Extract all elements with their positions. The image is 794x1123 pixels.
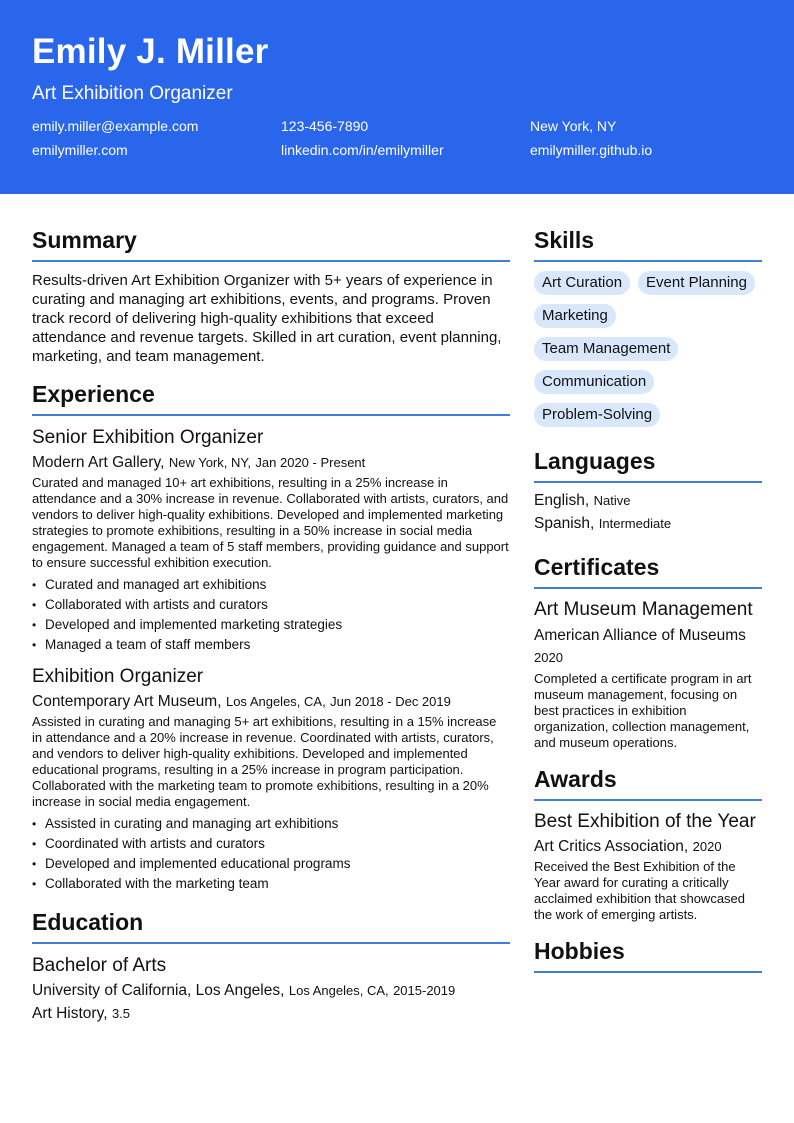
job-location: Los Angeles, CA, [225, 694, 326, 709]
gpa: 3.5 [111, 1006, 131, 1021]
linkedin-link[interactable]: linkedin.com/in/emilymiller [281, 142, 444, 158]
resume-body [0, 194, 794, 1024]
list-item: • Managed a team of staff members [32, 635, 510, 655]
skills-heading: Skills [534, 226, 762, 262]
contact-info [32, 118, 762, 158]
email-link[interactable]: emily.miller@example.com [32, 118, 199, 134]
summary-text: Results-driven Art Exhibition Organizer with 5+ years of experience in curating and managing art exhibitions, events, and programs. Proven track record of delivering high-quality exhibitions that exceed attendance and revenue targets. Skilled in art curation, event planning, marketing, and team management. [32, 272, 502, 365]
field-of-study: Art History, [32, 1005, 108, 1022]
summary-heading: Summary [32, 226, 510, 262]
phone-number: 123-456-7890 [281, 118, 369, 134]
education-meta [32, 981, 510, 1001]
language-level: Intermediate [598, 516, 672, 531]
skill-chip: Problem-Solving [534, 403, 660, 427]
languages-list [534, 489, 762, 535]
job-title: Senior Exhibition Organizer [32, 427, 264, 448]
job-entry [32, 665, 510, 894]
language-item [534, 489, 762, 512]
location: New York, NY [530, 118, 617, 134]
job-highlights [32, 814, 510, 894]
education-field [32, 1004, 510, 1024]
awards-heading: Awards [534, 765, 762, 801]
certificate-org: American Alliance of Museums [534, 627, 746, 644]
list-item: • Coordinated with artists and curators [32, 834, 510, 854]
education-heading: Education [32, 908, 510, 944]
skill-chip: Communication [534, 370, 654, 394]
job-highlights [32, 575, 510, 655]
job-organization: Contemporary Art Museum, [32, 693, 222, 710]
list-item: • Collaborated with artists and curators [32, 595, 510, 615]
award-org: Art Critics Association, [534, 838, 689, 855]
job-dates: Jun 2018 - Dec 2019 [330, 694, 451, 709]
certificate-date: 2020 [534, 650, 563, 665]
language-level: Native [593, 493, 631, 508]
hobbies-heading: Hobbies [534, 937, 762, 973]
resume-header [0, 0, 794, 194]
list-item: • Developed and implemented marketing strategies [32, 615, 510, 635]
job-description: Curated and managed 10+ art exhibitions, resulting in a 25% increase in attendance and a 30% increase in revenue. Collaborated with artists, curators, and vendors to deliver high-quality exhibitions. Developed and implemented marketing strategies to promote exhibitions, resulting in a 50% increase in social media engagement. Managed a team of 5 staff members, providing guidance and support to ensure successful exhibition execution. [32, 475, 509, 570]
candidate-name: Emily J. Miller [32, 32, 269, 71]
school-location: Los Angeles, CA, [288, 983, 389, 998]
skills-list [534, 271, 762, 427]
degree-name: Bachelor of Arts [32, 955, 167, 976]
school-name: University of California, Los Angeles, [32, 982, 285, 999]
award-description: Received the Best Exhibition of the Year award for curating a critically acclaimed exhibition that showcased the work of emerging artists. [534, 859, 746, 922]
github-link[interactable]: emilymiller.github.io [530, 142, 653, 158]
award-date: 2020 [692, 839, 722, 854]
website-link[interactable]: emilymiller.com [32, 142, 128, 158]
job-meta [32, 692, 510, 712]
job-location: New York, NY, [168, 455, 251, 470]
certificate-description: Completed a certificate program in art museum management, focusing on best practices in exhibition organization, collection management, and museum operations. [534, 671, 752, 750]
job-organization: Modern Art Gallery, [32, 454, 165, 471]
list-item: • Curated and managed art exhibitions [32, 575, 510, 595]
list-item: • Assisted in curating and managing art exhibitions [32, 814, 510, 834]
certificate-name: Art Museum Management [534, 599, 753, 620]
job-title: Exhibition Organizer [32, 666, 204, 687]
award-name: Best Exhibition of the Year [534, 811, 756, 832]
language-name: English, [534, 492, 590, 509]
skill-chip: Event Planning [638, 271, 755, 295]
language-name: Spanish, [534, 515, 595, 532]
language-item [534, 512, 762, 535]
job-dates: Jan 2020 - Present [255, 455, 366, 470]
candidate-title: Art Exhibition Organizer [32, 83, 233, 104]
award-meta [534, 837, 762, 857]
job-entry [32, 426, 510, 655]
right-column [534, 194, 762, 1024]
job-description: Assisted in curating and managing 5+ art exhibitions, resulting in a 15% increase in attendance and a 20% increase in revenue. Coordinated with artists, curators, and vendors to deliver high-quality exhibitions. Developed and implemented educational programs, resulting in a 25% increase in program participation. Collaborated with the marketing team to promote exhibitions, resulting in a 20% increase in social media engagement. [32, 714, 497, 809]
left-column [32, 194, 510, 1024]
certificates-heading: Certificates [534, 553, 762, 589]
skill-chip: Team Management [534, 337, 678, 361]
job-meta [32, 453, 510, 473]
languages-heading: Languages [534, 447, 762, 483]
list-item: • Developed and implemented educational programs [32, 854, 510, 874]
skill-chip: Art Curation [534, 271, 630, 295]
list-item: • Collaborated with the marketing team [32, 874, 510, 894]
education-dates: 2015-2019 [393, 983, 456, 998]
experience-heading: Experience [32, 380, 510, 416]
skill-chip: Marketing [534, 304, 616, 328]
